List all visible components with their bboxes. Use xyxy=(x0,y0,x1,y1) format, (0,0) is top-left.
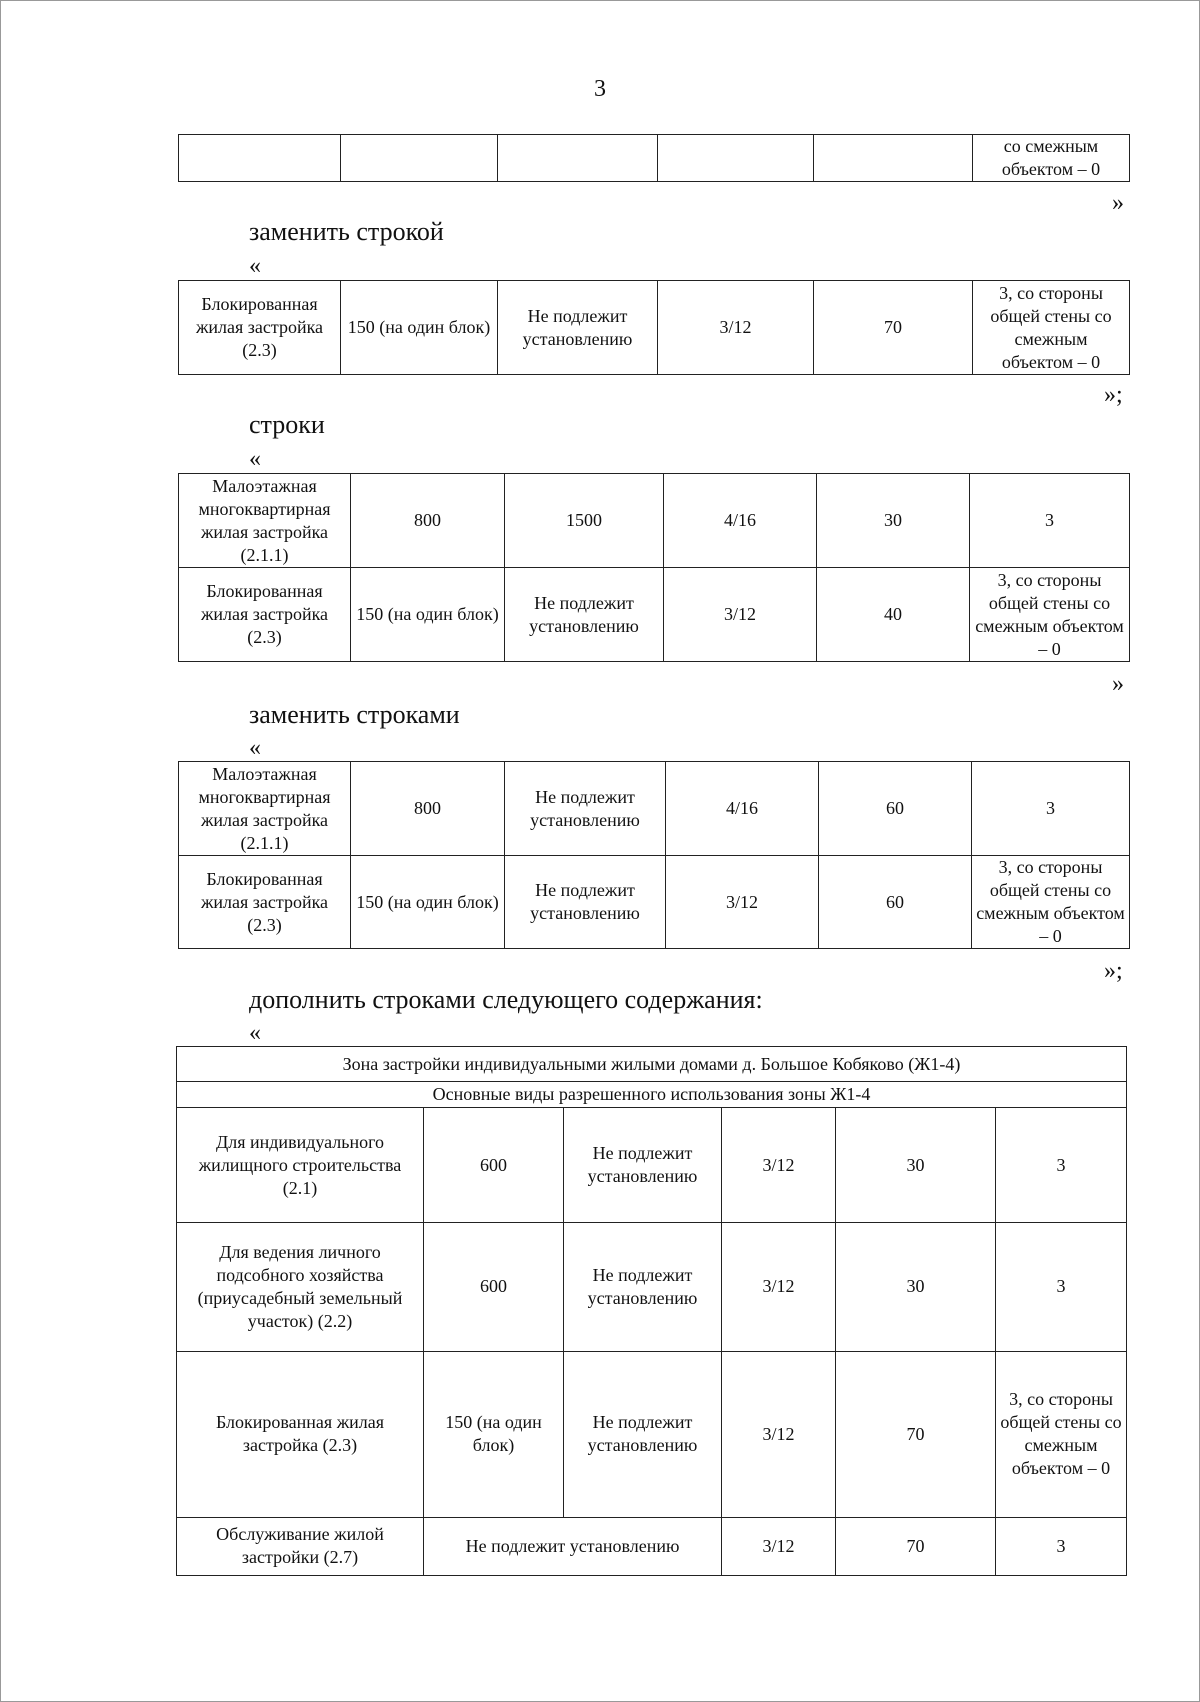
table-zone-zh1-4 xyxy=(176,1046,1127,1576)
instruction-replace-rows: заменить строками xyxy=(249,700,460,729)
closing-quote: » xyxy=(1112,671,1124,697)
table-cell: Блокированная жилая застройка (2.3) xyxy=(179,856,351,949)
table-cell: 70 xyxy=(836,1517,996,1575)
table-cell: 3 xyxy=(996,1222,1127,1351)
zone-subtitle-row xyxy=(177,1082,1127,1108)
table-row xyxy=(177,1222,1127,1351)
table-cell: 150 (на один блок) xyxy=(351,856,505,949)
table-cell: 60 xyxy=(819,762,972,856)
table-cell: 3/12 xyxy=(664,568,817,662)
table-cell: 3/12 xyxy=(666,856,819,949)
table-cell: Для ведения личного подсобного хозяйства (приусадебный земельный участок) (2.2) xyxy=(177,1222,424,1351)
zone-subtitle: Основные виды разрешенного использования зоны Ж1-4 xyxy=(177,1082,1127,1108)
table-cell: 3/12 xyxy=(722,1517,836,1575)
zone-title-row xyxy=(177,1047,1127,1082)
table-row xyxy=(179,568,1130,662)
table-cell: 4/16 xyxy=(664,474,817,568)
table-cell: 150 (на один блок) xyxy=(341,281,498,375)
table-new-rows xyxy=(178,761,1130,949)
table-cell: 30 xyxy=(836,1108,996,1223)
table-cell: 3, со стороны общей стены со смежным объектом – 0 xyxy=(970,568,1130,662)
table-cell: Блокированная жилая застройка (2.3) xyxy=(179,568,351,662)
table-row xyxy=(179,135,1130,182)
table-cell: Для индивидуального жилищного строительства (2.1) xyxy=(177,1108,424,1223)
table-cell: 800 xyxy=(351,762,505,856)
table-cell: 3 xyxy=(970,474,1130,568)
table-cell: 3/12 xyxy=(722,1222,836,1351)
table-cell: Не подлежит установлению xyxy=(505,568,664,662)
table-cell: Не подлежит установлению xyxy=(424,1517,722,1575)
table-cell xyxy=(658,135,814,182)
table-cell: 60 xyxy=(819,856,972,949)
table-cell: Не подлежит установлению xyxy=(564,1351,722,1517)
table-cell: 4/16 xyxy=(666,762,819,856)
table-cell: 70 xyxy=(814,281,973,375)
table-old-rows xyxy=(178,473,1130,662)
table-cell: Не подлежит установлению xyxy=(505,856,666,949)
table-cell: Блокированная жилая застройка (2.3) xyxy=(179,281,341,375)
table-cell: Не подлежит установлению xyxy=(498,281,658,375)
table-cell: Малоэтажная многоквартирная жилая застройка (2.1.1) xyxy=(179,762,351,856)
table-cell: 800 xyxy=(351,474,505,568)
table-row xyxy=(179,762,1130,856)
table-cell: 1500 xyxy=(505,474,664,568)
table-cell: 3/12 xyxy=(722,1108,836,1223)
instruction-replace-row: заменить строкой xyxy=(249,217,444,246)
table-cell: 150 (на один блок) xyxy=(424,1351,564,1517)
table-cell xyxy=(179,135,341,182)
table-row xyxy=(177,1108,1127,1223)
table-cell: 3 xyxy=(996,1517,1127,1575)
table-cell xyxy=(498,135,658,182)
opening-quote: « xyxy=(249,735,261,761)
table-cell: 3 xyxy=(972,762,1130,856)
table-cell: 150 (на один блок) xyxy=(351,568,505,662)
table-cell: 3, со стороны общей стены со смежным объектом – 0 xyxy=(973,281,1130,375)
opening-quote: « xyxy=(249,253,261,279)
table-cell xyxy=(341,135,498,182)
table-row xyxy=(179,856,1130,949)
table-row xyxy=(177,1351,1127,1517)
closing-quote: »; xyxy=(1104,382,1123,408)
table-cell: Не подлежит установлению xyxy=(505,762,666,856)
table-cell: Блокированная жилая застройка (2.3) xyxy=(177,1351,424,1517)
table-row xyxy=(177,1517,1127,1575)
table-cell: 3/12 xyxy=(722,1351,836,1517)
zone-title: Зона застройки индивидуальными жилыми домами д. Большое Кобяково (Ж1-4) xyxy=(177,1047,1127,1082)
table-cell: Малоэтажная многоквартирная жилая застройка (2.1.1) xyxy=(179,474,351,568)
table-cell: 30 xyxy=(836,1222,996,1351)
instruction-rows: строки xyxy=(249,410,325,439)
table-cell: 70 xyxy=(836,1351,996,1517)
table-cell: Обслуживание жилой застройки (2.7) xyxy=(177,1517,424,1575)
table-cell: 40 xyxy=(817,568,970,662)
table-cell: 3 xyxy=(996,1108,1127,1223)
table-cell: Не подлежит установлению xyxy=(564,1222,722,1351)
table-row xyxy=(179,474,1130,568)
page-number: 3 xyxy=(594,76,606,102)
table-cell: 600 xyxy=(424,1108,564,1223)
opening-quote: « xyxy=(249,1020,261,1046)
table-cell: 3/12 xyxy=(658,281,814,375)
closing-quote: »; xyxy=(1104,958,1123,984)
table-cell: 3, со стороны общей стены со смежным объектом – 0 xyxy=(972,856,1130,949)
table-replacement-row xyxy=(178,280,1130,375)
table-cell xyxy=(814,135,973,182)
table-cell: со смежным объектом – 0 xyxy=(973,135,1130,182)
table-fragment-top xyxy=(178,134,1130,182)
table-cell: Не подлежит установлению xyxy=(564,1108,722,1223)
table-cell: 600 xyxy=(424,1222,564,1351)
table-cell: 30 xyxy=(817,474,970,568)
table-row xyxy=(179,281,1130,375)
closing-quote: » xyxy=(1112,190,1124,216)
table-cell: 3, со стороны общей стены со смежным объектом – 0 xyxy=(996,1351,1127,1517)
instruction-add-rows: дополнить строками следующего содержания: xyxy=(249,985,763,1014)
opening-quote: « xyxy=(249,446,261,472)
